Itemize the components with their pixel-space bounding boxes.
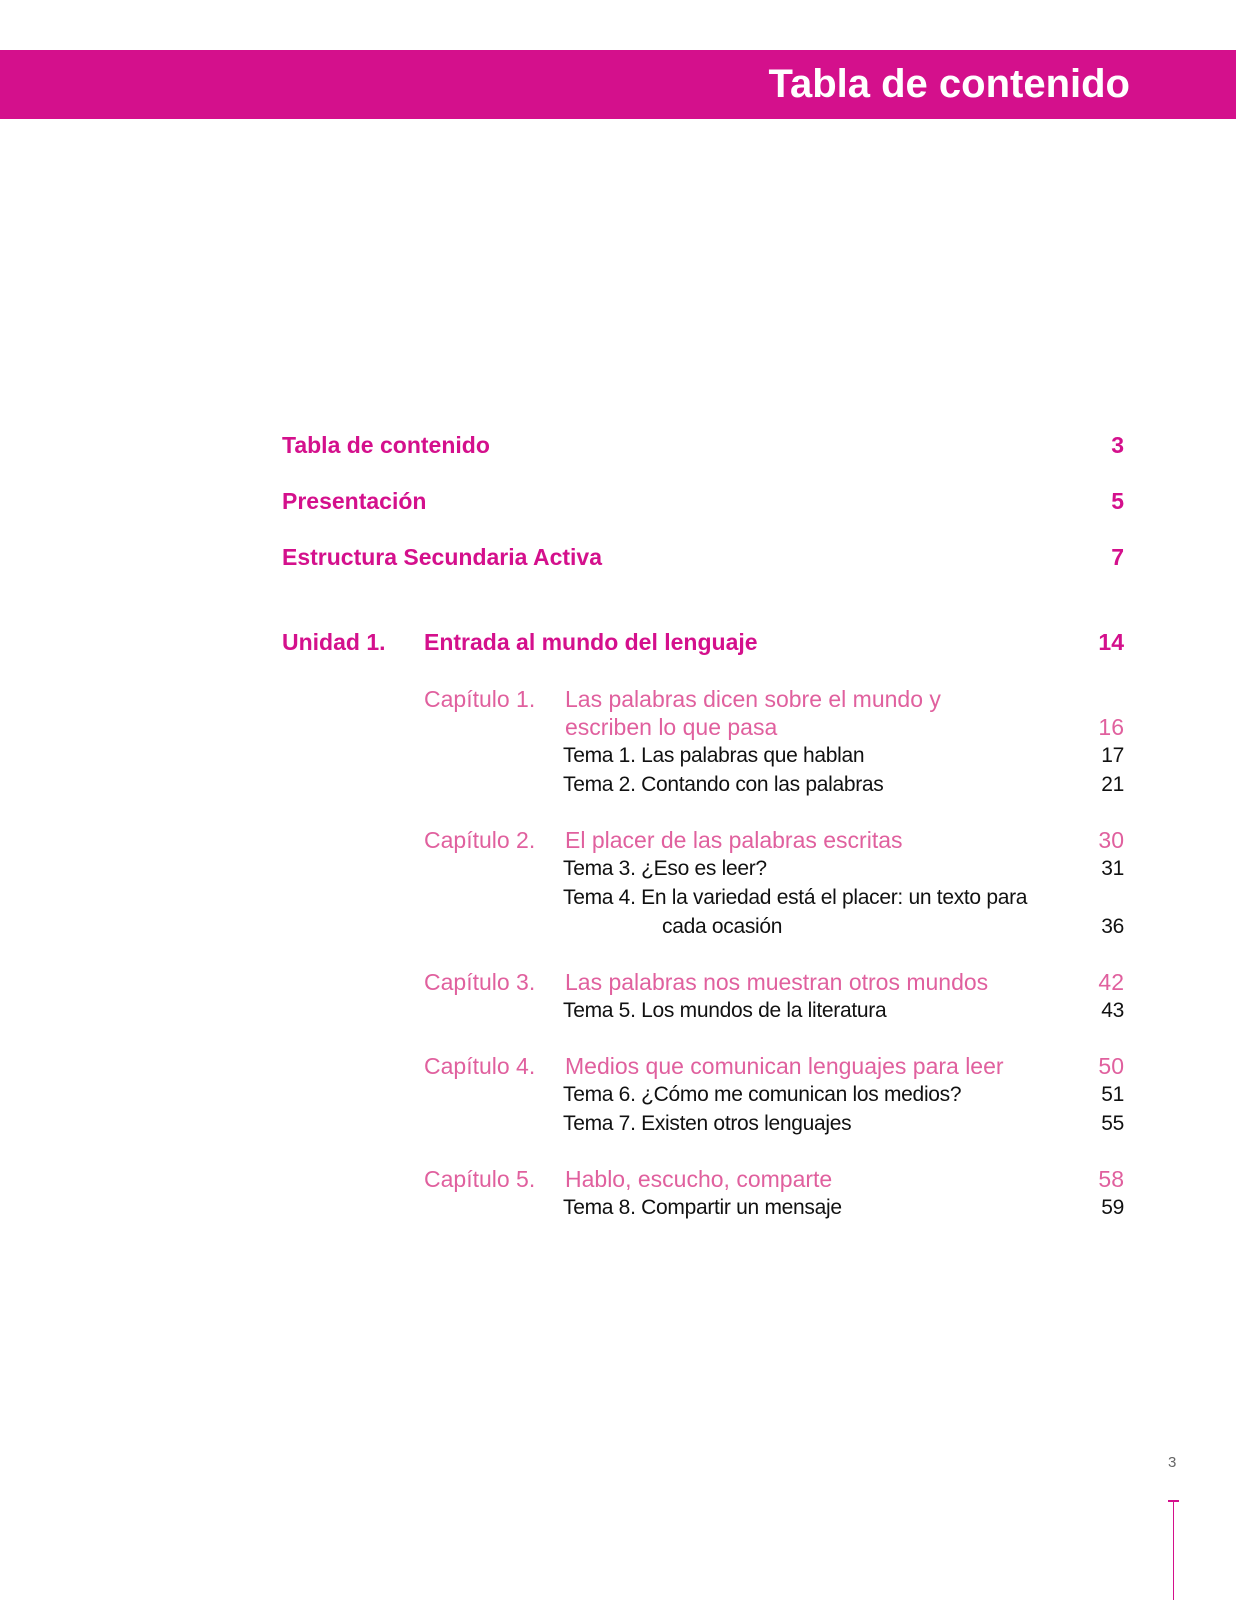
page-title: Tabla de contenido — [768, 62, 1130, 106]
toc-entry-page: 7 — [1111, 544, 1124, 570]
unit-title: Entrada al mundo del lenguaje — [424, 629, 758, 655]
page-number: 3 — [1168, 1454, 1177, 1471]
chapter-title: Las palabras nos muestran otros mundos — [565, 969, 989, 995]
toc-entry-page: 3 — [1111, 432, 1124, 458]
chapter-number: Capítulo 4. — [424, 1053, 536, 1079]
topic-page: 17 — [1101, 744, 1124, 767]
chapter-number: Capítulo 5. — [424, 1166, 536, 1192]
chapter-page: 58 — [1098, 1166, 1124, 1192]
chapter-page: 50 — [1098, 1053, 1124, 1079]
toc-entry-tabla[interactable] — [282, 431, 1124, 459]
chapter-title: Medios que comunican lenguajes para leer — [565, 1053, 1004, 1079]
topic-title: Tema 8. Compartir un mensaje — [563, 1196, 842, 1219]
chapter-number: Capítulo 2. — [424, 827, 536, 853]
topic-title: Tema 4. En la variedad está el placer: un texto para — [563, 886, 1028, 909]
topic-title: Tema 3. ¿Eso es leer? — [563, 857, 767, 880]
topic-title: Tema 6. ¿Cómo me comunican los medios? — [563, 1083, 962, 1106]
chapter-page: 30 — [1098, 827, 1124, 853]
topic-title-continuation: cada ocasión — [662, 915, 783, 938]
topic-page: 31 — [1101, 857, 1124, 880]
toc-entry-presentacion[interactable] — [282, 487, 1124, 515]
topic-title: Tema 2. Contando con las palabras — [563, 773, 884, 796]
toc-entry-label: Presentación — [282, 488, 427, 514]
topic-page: 55 — [1101, 1112, 1124, 1135]
topic-title: Tema 5. Los mundos de la literatura — [563, 999, 887, 1022]
chapter-title-continuation: escriben lo que pasa — [565, 714, 778, 740]
topic-page: 59 — [1101, 1196, 1124, 1219]
chapter-title: El placer de las palabras escritas — [565, 827, 903, 853]
chapter-number: Capítulo 1. — [424, 686, 536, 712]
chapter-page: 42 — [1098, 969, 1124, 995]
topic-title: Tema 1. Las palabras que hablan — [563, 744, 865, 767]
toc-entry-label: Estructura Secundaria Activa — [282, 544, 602, 570]
chapter-number: Capítulo 3. — [424, 969, 536, 995]
unit-page: 14 — [1098, 629, 1124, 655]
toc-entry-page: 5 — [1111, 488, 1124, 514]
topic-page: 21 — [1101, 773, 1124, 796]
topic-title: Tema 7. Existen otros lenguajes — [563, 1112, 852, 1135]
header-band — [0, 50, 1236, 119]
toc-entry-label: Tabla de contenido — [282, 432, 490, 458]
chapter-page: 16 — [1098, 714, 1124, 740]
toc-entry-estructura[interactable] — [282, 543, 1124, 571]
chapter-title: Hablo, escucho, comparte — [565, 1166, 833, 1192]
unit-number: Unidad 1. — [282, 629, 386, 655]
topic-page: 43 — [1101, 999, 1124, 1022]
topic-page: 51 — [1101, 1083, 1124, 1106]
topic-page: 36 — [1101, 915, 1124, 938]
margin-rule — [1173, 1500, 1174, 1600]
chapter-title: Las palabras dicen sobre el mundo y — [565, 686, 941, 712]
